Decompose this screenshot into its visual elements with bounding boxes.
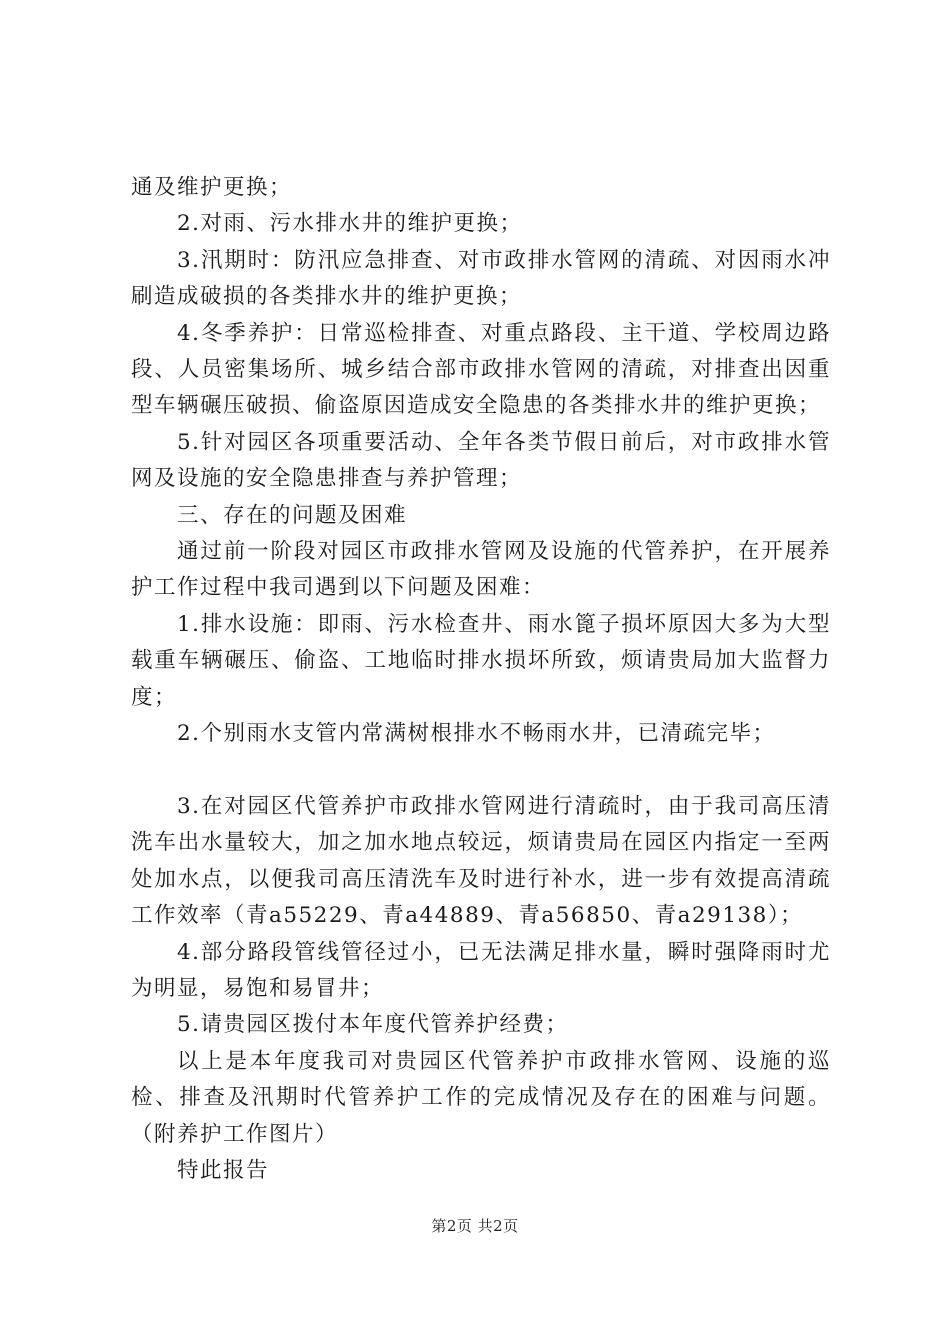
paragraph-13: 以上是本年度我司对贵园区代管养护市政排水管网、设施的巡检、排查及汛期时代管养护工作的完成情况及存在的困难与问题。（附养护工作图片） xyxy=(131,1048,831,1147)
paragraph-5: 5.针对园区各项重要活动、全年各类节假日前后，对市政排水管网及设施的安全隐患排查与养护管理； xyxy=(131,429,831,492)
paragraph-2: 2.对雨、污水排水井的维护更换； xyxy=(177,211,523,237)
closing-line: 特此报告 xyxy=(177,1157,270,1183)
paragraph-8: 1.排水设施：即雨、污水检查井、雨水篦子损坏原因大多为大型载重车辆碾压、偷盗、工地临时排水损坏所致，烦请贵局加大监督力度； xyxy=(131,611,831,710)
page-number-footer: 第2页 共2页 xyxy=(431,1217,519,1235)
paragraph-3: 3.汛期时：防汛应急排查、对市政排水管网的清疏、对因雨水冲刷造成破损的各类排水井的维护更换； xyxy=(131,247,831,310)
paragraph-9: 2.个别雨水支管内常满树根排水不畅雨水井，已清疏完毕； xyxy=(177,721,776,747)
section-heading: 三、存在的问题及困难 xyxy=(177,502,408,528)
paragraph-1: 通及维护更换； xyxy=(131,175,293,200)
document-body xyxy=(131,170,831,1189)
paragraph-12: 5.请贵园区拨付本年度代管养护经费； xyxy=(177,1012,569,1038)
paragraph-7: 通过前一阶段对园区市政排水管网及设施的代管养护，在开展养护工作过程中我司遇到以下问题及困难： xyxy=(131,539,831,601)
paragraph-4: 4.冬季养护：日常巡检排查、对重点路段、主干道、学校周边路段、人员密集场所、城乡结合部市政排水管网的清疏，对排查出因重型车辆碾压破损、偷盗原因造成安全隐患的各类排水井的维护更换； xyxy=(131,320,831,419)
paragraph-10: 3.在对园区代管养护市政排水管网进行清疏时，由于我司高压清洗车出水量较大，加之加水地点较远，烦请贵局在园区内指定一至两处加水点，以便我司高压清洗车及时进行补水，进一步有效提高清疏工作效率（青a55229、青a44889、青a56850、青a29138）； xyxy=(131,793,831,929)
paragraph-11: 4.部分路段管线管径过小，已无法满足排水量，瞬时强降雨时尤为明显，易饱和易冒井； xyxy=(131,939,831,1001)
